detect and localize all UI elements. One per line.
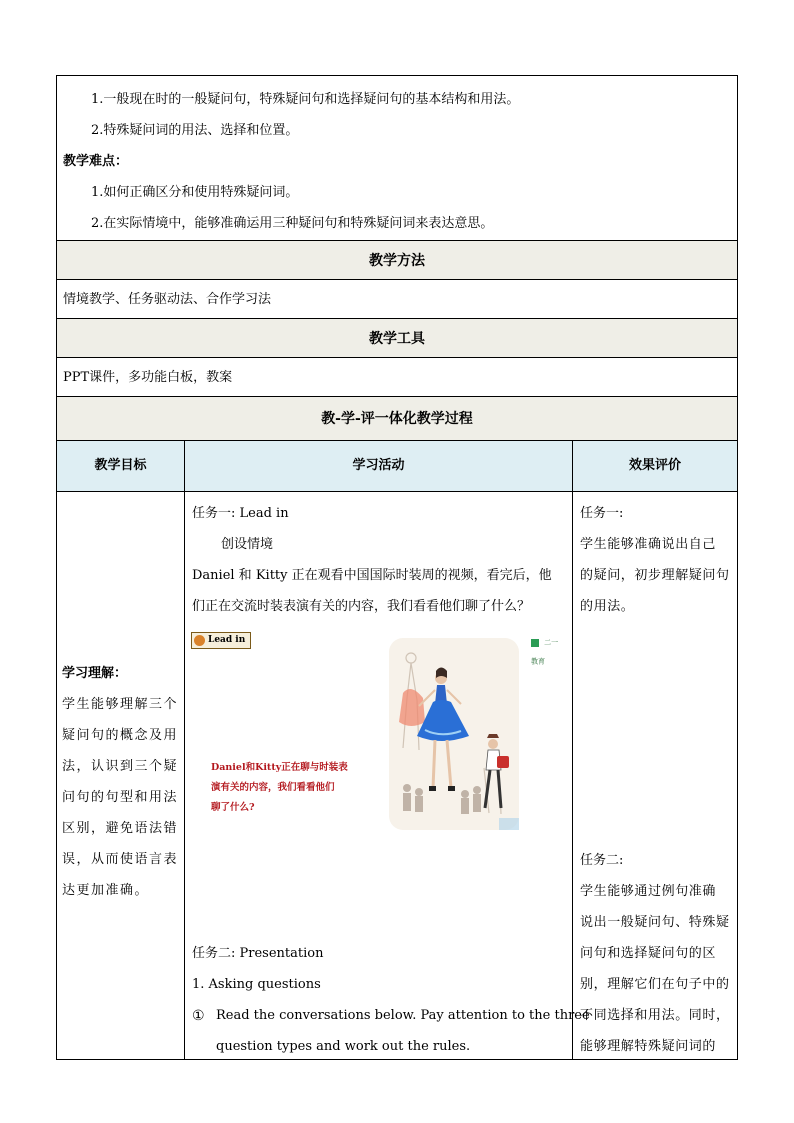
difficulty-title: 教学难点：	[63, 154, 129, 169]
method-content-row	[56, 279, 738, 319]
goal-line-1: 学生能够理解三个	[62, 697, 179, 712]
eval2-title: 任务二:	[580, 853, 624, 868]
process-header: 教-学-评一体化教学过程	[321, 411, 473, 427]
eval2-line-3: 问句和选择疑问句的区	[580, 946, 717, 961]
key-point-2: 2.特殊疑问词的用法、选择和位置。	[91, 123, 299, 138]
eval1-line-3: 的用法。	[580, 599, 635, 614]
col-header-eval	[572, 440, 738, 492]
difficulty-point-1: 1.如何正确区分和使用特殊疑问词。	[91, 185, 299, 200]
eval1-title: 任务一:	[580, 506, 624, 521]
goal-cell	[56, 491, 185, 1060]
col-header-goal	[56, 440, 185, 492]
tools-content-row	[56, 357, 738, 397]
eval2-line-4: 别，理解它们在句子中的	[580, 977, 730, 992]
col-header-goal-label: 教学目标	[94, 458, 147, 473]
tools-header: 教学工具	[369, 331, 425, 347]
slide-caption-2: 演有关的内容，我们看看他们	[211, 782, 335, 793]
goal-line-5: 区别，避免语法错	[62, 821, 179, 836]
task1-text-2: 们正在交流时装表演有关的内容，我们看看他们聊了什么？	[192, 599, 531, 614]
lead-in-badge-label: Lead in	[208, 635, 246, 645]
col-header-activity-label: 学习活动	[352, 458, 405, 473]
goal-line-3: 法，认识到三个疑	[62, 759, 179, 774]
key-point-1: 1.一般现在时的一般疑问句，特殊疑问句和选择疑问句的基本结构和用法。	[91, 92, 520, 107]
method-content: 情境教学、任务驱动法、合作学习法	[63, 292, 272, 307]
eval1-line-2: 的疑问，初步理解疑问句	[580, 568, 730, 583]
task1-title: 任务一: Lead in	[192, 506, 289, 521]
eval1-line-1: 学生能够准确说出自己	[580, 537, 717, 552]
tools-content: PPT课件，多功能白板，教案	[63, 370, 233, 385]
fashion-illustration	[389, 638, 519, 830]
activity-cell	[184, 491, 590, 1060]
method-header-row	[56, 240, 738, 280]
task1-subtitle: 创设情境	[221, 537, 274, 552]
goal-line-7: 达更加准确。	[62, 883, 150, 898]
goal-line-4: 问句的句型和用法	[62, 790, 179, 805]
key-points-cell	[56, 75, 738, 241]
lead-in-badge	[191, 632, 251, 649]
slide-caption-3: 聊了什么?	[211, 802, 255, 813]
slide-caption-1: Daniel和Kitty正在聊与时装表	[211, 762, 348, 773]
method-header: 教学方法	[369, 253, 425, 269]
task1-text-1: Daniel 和 Kitty 正在观看中国国际时装周的视频，看完后，他	[192, 568, 552, 583]
goal-title: 学习理解：	[62, 666, 128, 681]
logo-icon	[531, 639, 539, 647]
task2-circle-number: ①	[192, 1008, 205, 1024]
col-header-activity	[184, 440, 573, 492]
col-header-eval-label: 效果评价	[628, 458, 681, 473]
logo-badge	[531, 632, 563, 666]
task2-text-2: question types and work out the rules.	[216, 1039, 471, 1054]
eval2-line-2: 说出一般疑问句、特殊疑	[580, 915, 730, 930]
eval2-line-1: 学生能够通过例句准确	[580, 884, 717, 899]
task2-title: 任务二: Presentation	[192, 946, 324, 961]
goal-line-6: 误，从而使语言表	[62, 852, 179, 867]
eval2-line-6: 能够理解特殊疑问词的	[580, 1039, 717, 1054]
clock-icon	[194, 635, 205, 646]
difficulty-point-2: 2.在实际情境中，能够准确运用三种疑问句和特殊疑问词来表达意思。	[91, 216, 494, 231]
lead-in-slide	[191, 630, 563, 830]
process-header-row	[56, 396, 738, 441]
eval2-line-5: 不同选择和用法。同时，	[580, 1008, 730, 1023]
eval-cell	[572, 491, 738, 1060]
goal-line-2: 疑问句的概念及用	[62, 728, 179, 743]
logo-text: 二一教育	[531, 638, 559, 666]
task2-item: 1. Asking questions	[192, 977, 321, 992]
tools-header-row	[56, 318, 738, 358]
lesson-plan-table	[56, 75, 738, 1060]
task2-text-1: Read the conversations below. Pay attention to the three	[216, 1008, 590, 1023]
